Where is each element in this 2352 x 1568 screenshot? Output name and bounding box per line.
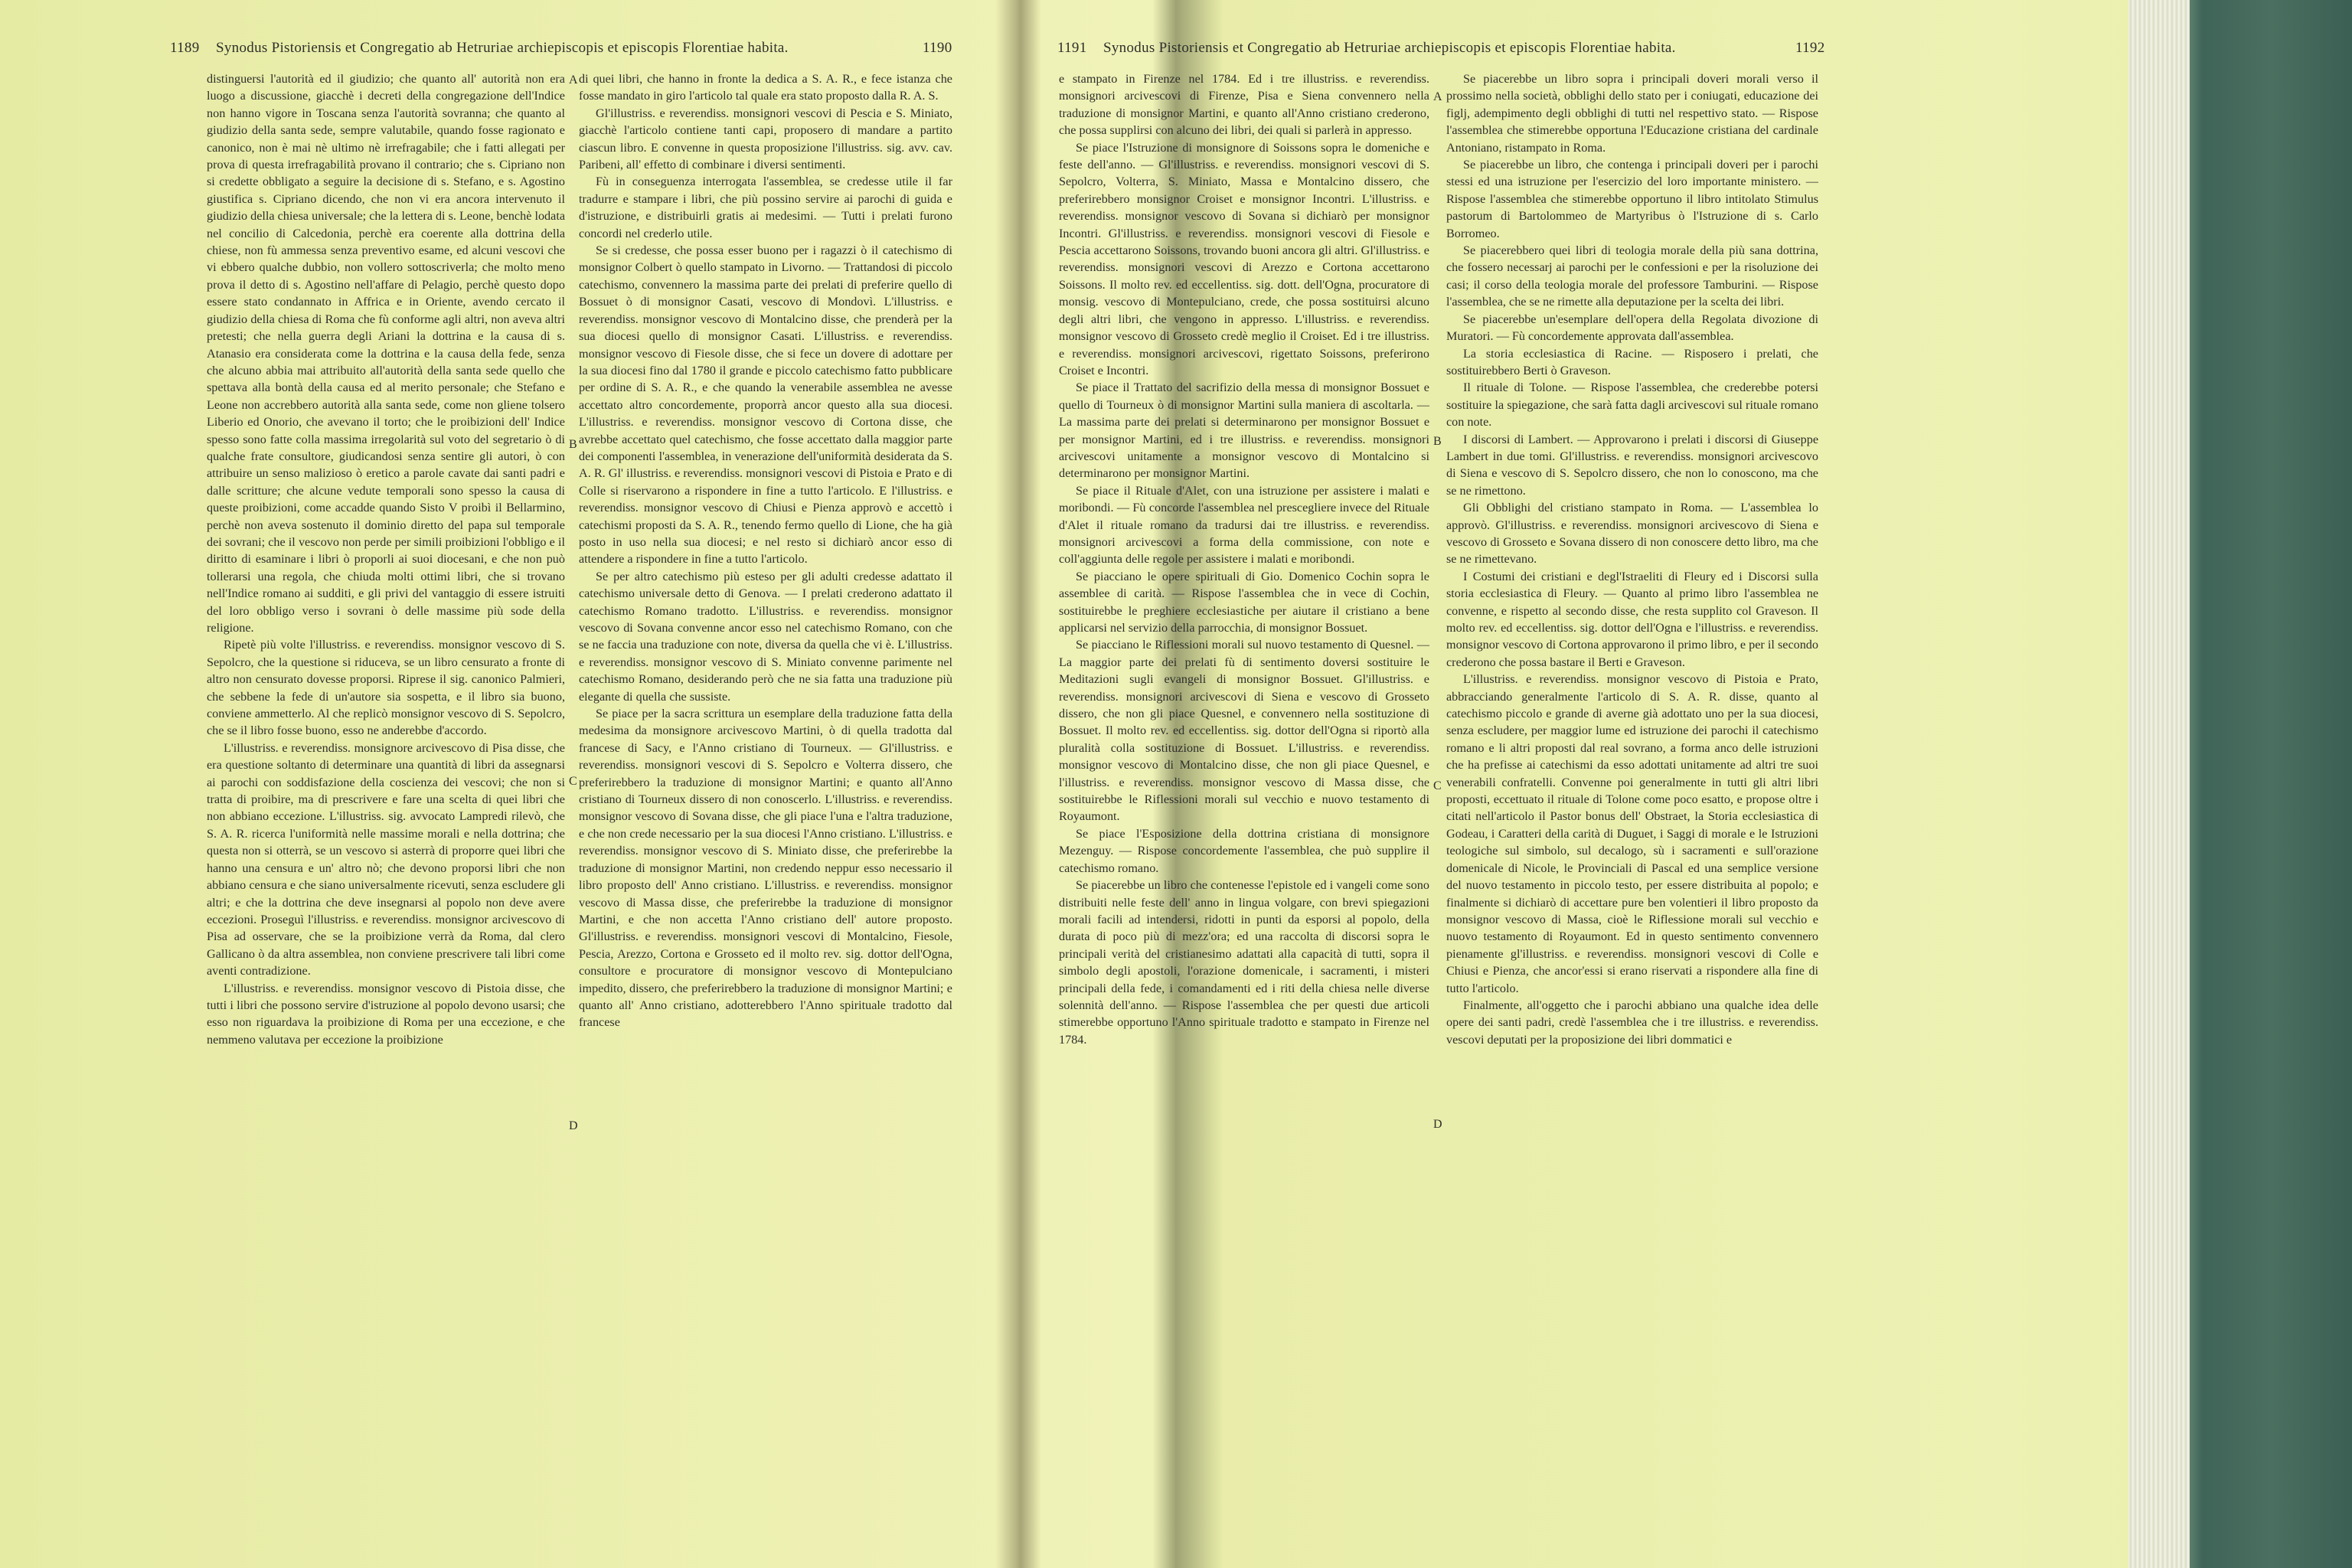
right-running-title: Synodus Pistoriensis et Congregatio ab Hetruriae archiepiscopis et episcopis Florentiae habita. xyxy=(1103,40,1676,56)
right-page-column-2 xyxy=(1446,70,1818,1048)
paragraph: L'illustriss. e reverendiss. monsignor vescovo di Pistoia disse, che tutti i libri che possono servire d'istruzione al popolo devono usarsi; che esso non riguardava la proibizione di Roma per una eccezione, e che nemmeno valutava per eccezione la proibizione xyxy=(207,981,565,1047)
right-page-number-b: 1192 xyxy=(1795,40,1825,56)
right-page-number-a: 1191 xyxy=(1057,40,1087,56)
paragraph: Se si credesse, che possa esser buono per i ragazzi ò il catechismo di monsignor Colbert ò quello stampato in Livorno. — Trattandosi di piccolo catechismo, convennero la massima parte dei prelati di preferire quello di Bossuet ò di monsignor Casati, vescovo di Mondovì. L'illustriss. e reverendiss. monsignor vescovo di Montalcino disse, che prenderà per la sua diocesi quello di monsignor Casati. L'illustriss. e reverendiss. monsignor vescovo di Fiesole disse, che si fece un dovere di adottare per la sua diocesi fino dal 1780 il grande e piccolo catechismo fatto pubblicare per ordine di S. A. R., e che quando la venerabile assemblea ne avesse accettato altro concordemente, proporrà ancor questo alla sua diocesi. L'illustriss. e reverendiss. monsignor vescovo di Cortona disse, che avrebbe accettato quel catechismo, che fosse accettato dalla maggior parte dei componenti l'assemblea, in venerazione dell'uniformità desiderata da S. A. R. Gl' illustriss. e reverendiss. monsignori vescovi di Pistoia e Prato e di Colle si riservarono a rispondere in fine a tutto l'articolo. E l'illustriss. e reverendiss. monsignor vescovo di Chiusi e Pienza approvò e accettò i catechismi proposti da S. A. R., tenendo fermo quello di Lione, che ha già posto in uso nella sua diocesi; e nel resto si dichiarò ancor esso di attendere a rispondere in fine a tutto l'articolo. xyxy=(579,243,952,567)
margin-letter-c: C xyxy=(569,775,577,788)
paragraph: Se piacerebbe un libro che contenesse l'epistole ed i vangeli come sono distribuiti nelle feste dell' anno in lingua volgare, con brevi spiegazioni morali facili ad intendersi, ridotti in punti da esporsi al popolo, della durata di poco più di mezz'ora; ed una raccolta di discorsi sopra le principali verità del cristianesimo adattati alla capacità di tutti, sopra il simbolo degli apostoli, l'orazione domenicale, i sacramenti, i misteri principali della fede, i comandamenti ed i riti della chiesa nelle diverse solennità dell'anno. — Rispose l'assemblea che per questi due articoli stimerebbe opportuno l'Anno spirituale tradotto e stampato in Firenze nel 1784. xyxy=(1059,878,1429,1047)
left-page-column-2 xyxy=(579,70,952,1031)
paragraph: e stampato in Firenze nel 1784. Ed i tre illustriss. e reverendiss. monsignori arcivescovi di Firenze, Pisa e Siena convennero nella traduzione di monsignor Martini, e quanto all'Anno cristiano crederono, che possa supplirsi con alcuno dei libri, dei quali si parlerà in appresso. xyxy=(1059,72,1429,138)
paragraph: distinguersi l'autorità ed il giudizio; che quanto all' autorità non era luogo a discussione, giacchè i decreti della congregazione dell'Indice non hanno vigore in Toscana senza l'autorità sovranna; che quanto al giudizio della santa sede, sempre valutabile, quando fosse ragionato e canonico, non è mai nè ultimo nè irrefragabile; che i fatti allegati per prova di questa irrefragabilità provano il contrario; che s. Cipriano non si credette obbligato a seguire la decisione di s. Stefano, e s. Agostino giustifica s. Cipriano dicendo, che non vi era ancora intervenuto il giudizio della chiesa universale; che la lettera di s. Leone, benchè lodata nel concilio di Calcedonia, perchè era coerente alla dottrina della chiese, non fù ammessa senza preventivo esame, ed alcuni vescovi che vi ebbero qualche dubbio, non vollero sottoscriverla; che molto meno prova il detto di s. Agostino nell'affare di Pelagio, perchè questo dopo essere stato condannato in Affrica e in Oriente, avendo cercato il giudizio della chiesa di Roma che fù conforme agli altri, non aveva altri pretesti; che nella guerra degli Ariani la dottrina e la causa di s. Atanasio era considerata come la dottrina e la causa della fede, senza che alcuno abbia mai attribuito all'autorità della santa sede quello che spettava alla bontà della causa ed al merito personale; che Stefano e Leone non accrebbero autorità alla santa sede, come non gliene tolsero Liberio ed Onorio, che avevano il torto; che le proibizioni dell' Indice spesso sono fatte colla massima irregolarità sul voto del segretario ò di qualche frate consultore, giudicandosi senza sentire gli autori, ò con attribuire un senso malizioso ò eretico a parole cavate dai santi padri e dalle scritture; che alcune vedute temporali sono spesso la causa di queste proibizioni, come accadde quando Sisto V proibì il Bellarmino, perchè non aveva sostenuto il dominio diretto del papa sul temporale dei sovrani; che il vescovo non perde per simili proibizioni l'obbligo e il diritto di esaminare i libri ò proporli ai suoi diocesani, e che non può tollerarsi una regola, che chiuda molti ottimi libri, che si trovano nell'Indice romano ai sudditi, e gli privi del vantaggio di essere istruiti del loro obbligo verso i sovrani ò delle massime più sode della religione. xyxy=(207,72,565,635)
right-page xyxy=(1030,0,2148,1568)
paragraph: I discorsi di Lambert. — Approvarono i prelati i discorsi di Giuseppe Lambert in due tomi. Gl'illustriss. e reverendiss. monsignori arcivescovo di Siena e vescovo di S. Sepolcro dissero, che non lo conoscono, ma che se ne rimettono. xyxy=(1446,432,1818,498)
paragraph: Se piacerebbe un libro, che contenga i principali doveri per i parochi stessi ed una istruzione per l'esercizio del loro importante ministero. — Rispose l'assemblea che stimerebbe opportuno il libro intitolato Stimulus pastorum di Bartolommeo de Martyribus ò l'Istruzione di s. Carlo Borromeo. xyxy=(1446,158,1818,240)
margin-letter-c-right: C xyxy=(1433,779,1442,792)
paragraph: Se piacciano le opere spirituali di Gio. Domenico Cochin sopra le assemblee di carità. — Rispose l'assemblea che in vece di Cochin, sostituirebbe le preghiere ecclesiastiche per aiutare il cristiano a bene applicarsi nel servizio della parrocchia, di monsignor Bossuet. xyxy=(1059,569,1429,635)
paragraph: Se piacerebbero quei libri di teologia morale della più sana dottrina, che fossero necessarj ai parochi per le confessioni e per la risoluzione dei casi; il corso della teologia morale del professore Tamburini. — Rispose l'assemblea, che se ne rimette alla deputazione per la scelta dei libri. xyxy=(1446,243,1818,309)
margin-letter-b: B xyxy=(569,438,577,451)
left-page-number-b: 1190 xyxy=(923,40,952,56)
left-running-title: Synodus Pistoriensis et Congregatio ab Hetruriae archiepiscopis et episcopis Florentiae habita. xyxy=(216,40,789,56)
margin-letter-a: A xyxy=(569,74,578,87)
paragraph: Se piace l'Istruzione di monsignore di Soissons sopra le domeniche e feste dell'anno. — Gl'illustriss. e reverendiss. monsignori vescovi di S. Sepolcro, Volterra, S. Miniato, Massa e Montalcino dissero, che preferirebbero monsignor Croiset e monsignor Incontri. L'illustriss. e reverendiss. monsignor vescovo di Sovana si dichiarò per monsignor Incontri. Gl'illustriss. e reverendiss. monsignori vescovi di Fiesole e Pescia accettarono Soissons, trovando buoni ancora gli altri. Gl'illustriss. e reverendiss. monsignori vescovi di Arezzo e Cortona accettarono Soissons. Il molto rev. ed eccellentiss. sig. dott. dell'Ogna, procuratore di monsig. vescovo di Montepulciano, crede, che possa sostituirsi alcuno degli altri libri, che vengono in appresso. L'illustriss. e reverendiss. monsignor vescovo di Grosseto credè meglio il Croiset. Ed i tre illustriss. e reverendiss. monsignori arcivescovi, rigettato Soissons, preferirono Croiset e Incontri. xyxy=(1059,140,1429,377)
paragraph: I Costumi dei cristiani e degl'Istraeliti di Fleury ed i Discorsi sulla storia ecclesiastica di Fleury. — Quanto al primo libro l'assemblea ne convenne, e rispetto al secondo disse, che resta supplito col Graveson. Il molto rev. ed eccellentiss. sig. dottor dell'Ogna e l'illustriss. e reverendiss. monsignor vescovo di Cortona approvarono il primo libro, e per il secondo crederono che possa bastare il Berti e Graveson. xyxy=(1446,569,1818,669)
paragraph: Gli Obblighi del cristiano stampato in Roma. — L'assemblea lo approvò. Gl'illustriss. e reverendiss. monsignori arcivescovo di Siena e vescovo di Grosseto e Sovana dissero di non conoscere detto libro, ma che se ne rimettevano. xyxy=(1446,501,1818,567)
book-cover xyxy=(2190,0,2352,1568)
paragraph: L'illustriss. e reverendiss. monsignor vescovo di Pistoia e Prato, abbracciando generalmente l'articolo di S. A. R. disse, quanto al catechismo piccolo e grande di averne già adottato uno per la sua diocesi, senza escludere, per maggior lume ed istruzione dei parochi il catechismo romano e li altri proposti dal real sovrano, a forma anco delle istruzioni che ha prefisse ai catechismi da esso adottati unitamente ad altri tre suoi venerabili confratelli. Convenne poi generalmente in tutti gli altri libri proposti, eccettuato il rituale di Tolone come poco esatto, e propose oltre i citati nell'articolo il Pastor bonus dell' Obstraet, la Storia ecclesiastica di Godeau, i Caratteri della carità di Duguet, i Saggi di morale e le Istruzioni teologiche sul simbolo, sul decalogo, sù i sacramenti e sull'orazione domenicale di Nicole, le Provinciali di Pascal ed una semplice versione del nuovo testamento in piccolo testo, per essere distribuita al popolo; e finalmente si dichiarò di accettare pure ben volentieri il libro proposto da monsignor vescovo di Massa, cioè le Riflessione morali sul vecchio e nuovo testamento di Royaumont. Ed in questo sentimento convennero pienamente gl'illustriss. e reverendiss. monsignori vescovi di Colle e Chiusi e Pienza, che ancor'essi si erano riservati a rispondere alla fine di tutto l'articolo. xyxy=(1446,672,1818,995)
paragraph: Se piace per la sacra scrittura un esemplare della traduzione fatta della medesima da monsignore arcivescovo Martini, ò di quella tradotta dal francese di Sacy, e l'Anno cristiano di Tourneux. — Gl'illustriss. e reverendiss. monsignori vescovi di S. Sepolcro e Volterra dissero, che preferirebbero la traduzione di monsignor Martini; e quanto all'Anno cristiano di Tourneux dissero di non conoscerlo. L'illustriss. e reverendiss. monsignor vescovo di Sovana disse, che gli piace l'una e l'altra traduzione, e che non crede necessario per la sua diocesi l'Anno cristiano. L'illustriss. e reverendiss. monsignor vescovo di S. Miniato disse, che preferirebbe la traduzione di monsignor Martini, non credendo neppur esso necessario il libro proposto dell' Anno cristiano. L'illustriss. e reverendiss. monsignor vescovo di Massa disse, che preferirebbe la traduzione di monsignor Martini, e che non accetta l'Anno cristiano dell' autore proposto. Gl'illustriss. e reverendiss. monsignori vescovi di Montalcino, Fiesole, Pescia, Arezzo, Cortona e Grosseto ed il molto rev. sig. dottor dell'Ogna, consultore e procuratore di monsignor vescovo di Montepulciano impedito, dissero, che preferirebbero la traduzione di monsignor Martini; e quanto all' Anno cristiano, adotterebbero l'Anno spirituale tradotto dal francese xyxy=(579,707,952,1030)
paragraph: Se piacerebbe un libro sopra i principali doveri morali verso il prossimo nella società, obblighi dello stato per i coniugati, educazione dei figlj, adempimento degli obblighi di tutti nel respettivo stato. — Rispose l'assemblea che stimerebbe opportuna l'Educazione cristiana del cardinale Antoniano, ristampato in Roma. xyxy=(1446,72,1818,155)
paragraph: Se piacciano le Riflessioni morali sul nuovo testamento di Quesnel. — La maggior parte dei prelati fù di sentimento doversi sostituire le Meditazioni sugli evangeli di monsignor Bossuet. Gl'illustriss. e reverendiss. monsignori arcivescovi di Siena e vescovo di Grosseto dissero, che non gli piace Quesnel, e convennero nella sostituzione di Bossuet. Il molto rev. ed eccellentiss. sig. dottor dell'Ogna si riportò alla pluralità colla sostituzione di Bossuet. L'illustriss. e reverendiss. monsignor vescovo di Montalcino disse, che non gli piace Quesnel, e l'illustriss. e reverendiss. monsignor vescovo di Massa disse, che sostituirebbe le Riflessioni morali sul vecchio e nuovo testamento di Royaumont. xyxy=(1059,638,1429,824)
paragraph: Se piace il Trattato del sacrifizio della messa di monsignor Bossuet e quello di Tourneux ò di monsignor Martini sulla maniera di ascoltarla. — La massima parte dei prelati si determinarono per monsignor Bossuet e per monsignor Martini, ed i tre illustriss. e reverendiss. monsignori arcivescovi unitamente a monsignor vescovo di Montalcino si determinarono per monsignor Martini. xyxy=(1059,381,1429,481)
margin-letter-a-right: A xyxy=(1433,90,1442,103)
paragraph: Se piace il Rituale d'Alet, con una istruzione per assistere i malati e moribondi. — Fù concorde l'assemblea nel prescegliere invece del Rituale d'Alet il rituale romano da tradursi dai tre illustriss. e reverendiss. monsignori arcivescovi a forma della commissione, con note e coll'aggiunta delle regole per assistere i malati e moribondi. xyxy=(1059,483,1429,567)
paragraph: Finalmente, all'oggetto che i parochi abbiano una qualche idea delle opere dei santi padri, credè l'assemblea che i tre illustriss. e reverendiss. vescovi deputati per la proposizione dei libri dommatici e xyxy=(1446,998,1818,1047)
left-page xyxy=(0,0,1007,1568)
paragraph: Gl'illustriss. e reverendiss. monsignori vescovi di Pescia e S. Miniato, giacchè l'articolo contiene tanti capi, proposero di mandare a partito ciascun libro. E convenne in questa proposizione l'illustriss. sig. avv. cav. Paribeni, all' effetto di combinare i diversi sentimenti. xyxy=(579,106,952,172)
paragraph: La storia ecclesiastica di Racine. — Risposero i prelati, che sostituirebbero Berti ò Graveson. xyxy=(1446,346,1818,377)
paragraph: di quei libri, che hanno in fronte la dedica a S. A. R., e fece istanza che fosse mandato in giro l'articolo tal quale era stato proposto dalla R. A. S. xyxy=(579,72,952,103)
margin-letter-d: D xyxy=(569,1119,578,1132)
paragraph: Se piace l'Esposizione della dottrina cristiana di monsignore Mezenguy. — Rispose concordemente l'assemblea, che può supplire il catechismo romano. xyxy=(1059,826,1429,875)
paragraph: Se piacerebbe un'esemplare dell'opera della Regolata divozione di Muratori. — Fù concordemente approvata dall'assemblea. xyxy=(1446,312,1818,344)
left-page-column-1 xyxy=(207,70,565,1048)
right-page-column-1 xyxy=(1059,70,1429,1048)
paragraph: Il rituale di Tolone. — Rispose l'assemblea, che crederebbe potersi sostituire la spiegazione, che sarà fatta dagli arcivescovi sul rituale romano con note. xyxy=(1446,381,1818,430)
paragraph: Se per altro catechismo più esteso per gli adulti credesse adattato il catechismo universale detto di Genova. — I prelati crederono adattato il catechismo Romano tradotto. L'illustriss. e reverendiss. monsignor vescovo di Sovana convenne ancor esso nel catechismo Romano, con che se ne faccia una traduzione con note, diversa da quella che vi è. L'illustriss. e reverendiss. monsignor vescovo di S. Miniato convenne parimente nel catechismo Romano, desiderando però che ne sia fatta una traduzione più elegante di quella che sussiste. xyxy=(579,569,952,704)
margin-letter-b-right: B xyxy=(1433,435,1442,448)
margin-letter-d-right: D xyxy=(1433,1118,1442,1131)
paragraph: L'illustriss. e reverendiss. monsignore arcivescovo di Pisa disse, che era questione soltanto di determinare una quantità di libri da assegnarsi ai parochi con soddisfazione della coscienza dei vescovi; che non si tratta di proibire, ma di prescrivere e fare una scelta di quei libri che non abbiano eccezione. L'illustriss. sig. avvocato Lampredi rilevò, che S. A. R. ricerca l'uniformità nelle massime morali e nella dottrina; che questa non si otterrà, se un vescovo si asterrà di proporre quei libri che hanno una censura e un' altro nò; che devono proporsi libri che non abbiano censura e che siano universalmente ricevuti, senza escludere gli altri; e che la dottrina che deve insegnarsi al popolo non deve avere eccezioni. Proseguì l'illustriss. e reverendiss. monsignor arcivescovo di Pisa ad osservare, che se la proibizione verrà da Roma, dal clero Gallicano ò da altra assemblea, non conviene prescrivere tali libri come aventi contradizione. xyxy=(207,740,565,978)
left-page-number-a: 1189 xyxy=(170,40,200,56)
paragraph: Fù in conseguenza interrogata l'assemblea, se credesse utile il far tradurre e stampare i libri, che più possino servire ai parochi di guida e d'istruzione, e distribuirli gratis ai medesimi. — Tutti i prelati furono concordi nel crederlo utile. xyxy=(579,175,952,240)
paragraph: Ripetè più volte l'illustriss. e reverendiss. monsignor vescovo di S. Sepolcro, che la questione si riduceva, se un libro censurato a fronte di altro non censurato dovesse proporsi. Riprese il sig. canonico Palmieri, che sebbene la fede di un'autore sia sospetta, e il libro sia buono, conviene ammetterlo. Al che replicò monsignor vescovo di S. Sepolcro, che se il libro fosse buono, esso ne anderebbe d'accordo. xyxy=(207,638,565,738)
